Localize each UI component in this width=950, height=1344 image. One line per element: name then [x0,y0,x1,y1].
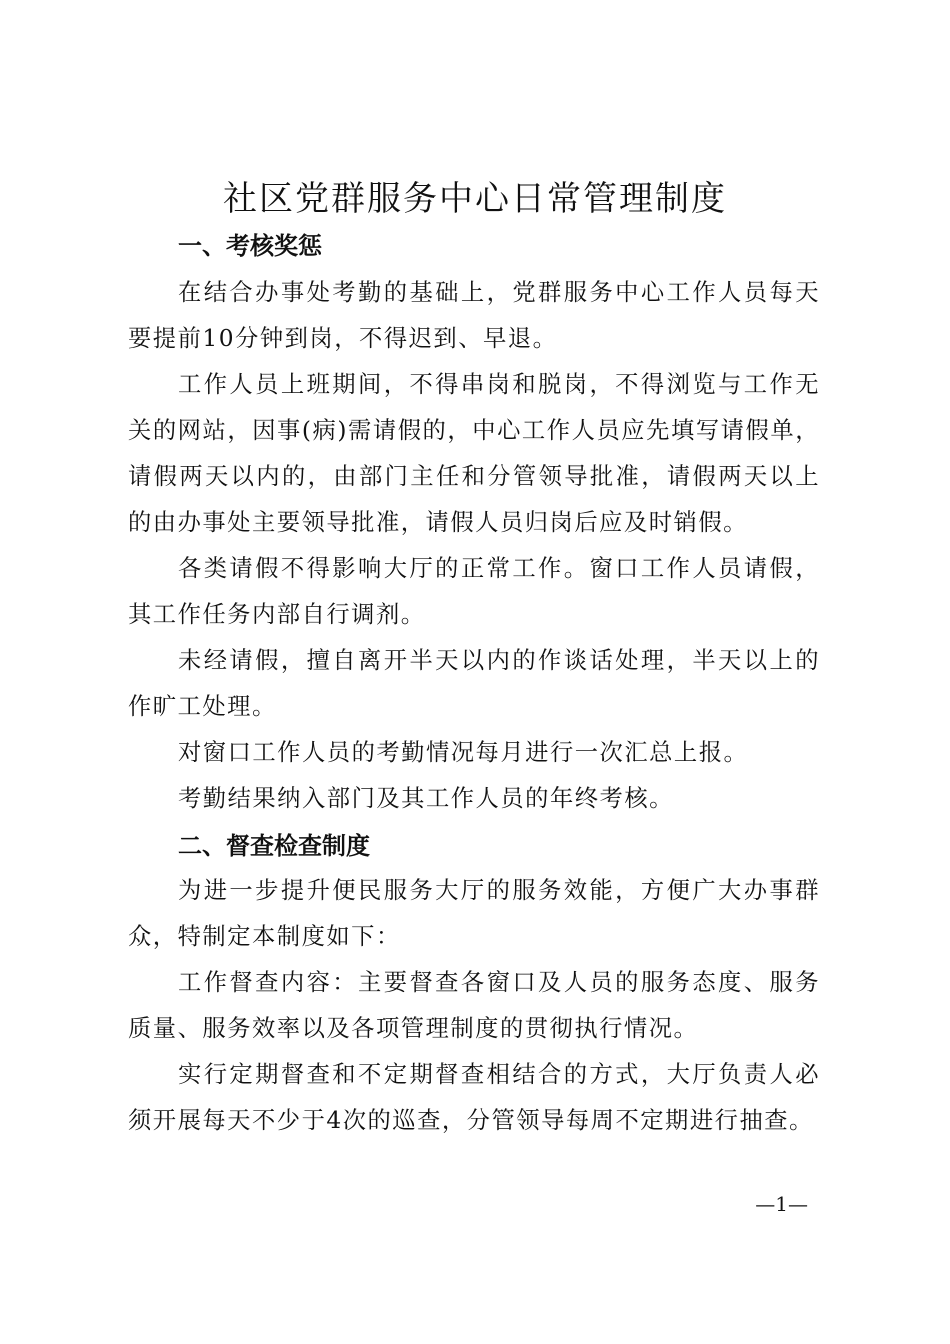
paragraph-year-end-assessment: 考勤结果纳入部门及其工作人员的年终考核。 [178,785,674,812]
paragraph-monthly-report: 对窗口工作人员的考勤情况每月进行一次汇总上报。 [178,739,749,766]
paragraph-inspection-method: 实行定期督查和不定期督查相结合的方式，大厅负责人必须开展每天不少于4次的巡查，分管领导每周不定期进行抽查。 [128,1061,820,1134]
paragraph-inspection-purpose: 为进一步提升便民服务大厅的服务效能，方便广大办事群众，特制定本制度如下： [128,877,820,950]
paragraph-leave-rules: 工作人员上班期间，不得串岗和脱岗，不得浏览与工作无关的网站，因事(病)需请假的，中心工作人员应先填写请假单，请假两天以内的，由部门主任和分管领导批准，请假两天以上的由办事处主要领导批准，请假人员归岗后应及时销假。 [128,371,820,536]
paragraph-attendance-arrival: 在结合办事处考勤的基础上，党群服务中心工作人员每天要提前10分钟到岗，不得迟到、早退。 [128,279,820,352]
page-number: —1— [755,1192,808,1216]
section-heading-assessment: 一、考核奖惩 [178,232,322,260]
document-title: 社区党群服务中心日常管理制度 [223,179,727,219]
paragraph-inspection-content: 工作督查内容：主要督查各窗口及人员的服务态度、服务质量、服务效率以及各项管理制度的贯彻执行情况。 [128,969,820,1042]
paragraph-unauthorized-absence: 未经请假，擅自离开半天以内的作谈话处理，半天以上的作旷工处理。 [128,647,820,720]
paragraph-leave-impact: 各类请假不得影响大厅的正常工作。窗口工作人员请假，其工作任务内部自行调剂。 [128,555,820,628]
section-heading-inspection: 二、督查检查制度 [178,832,370,860]
